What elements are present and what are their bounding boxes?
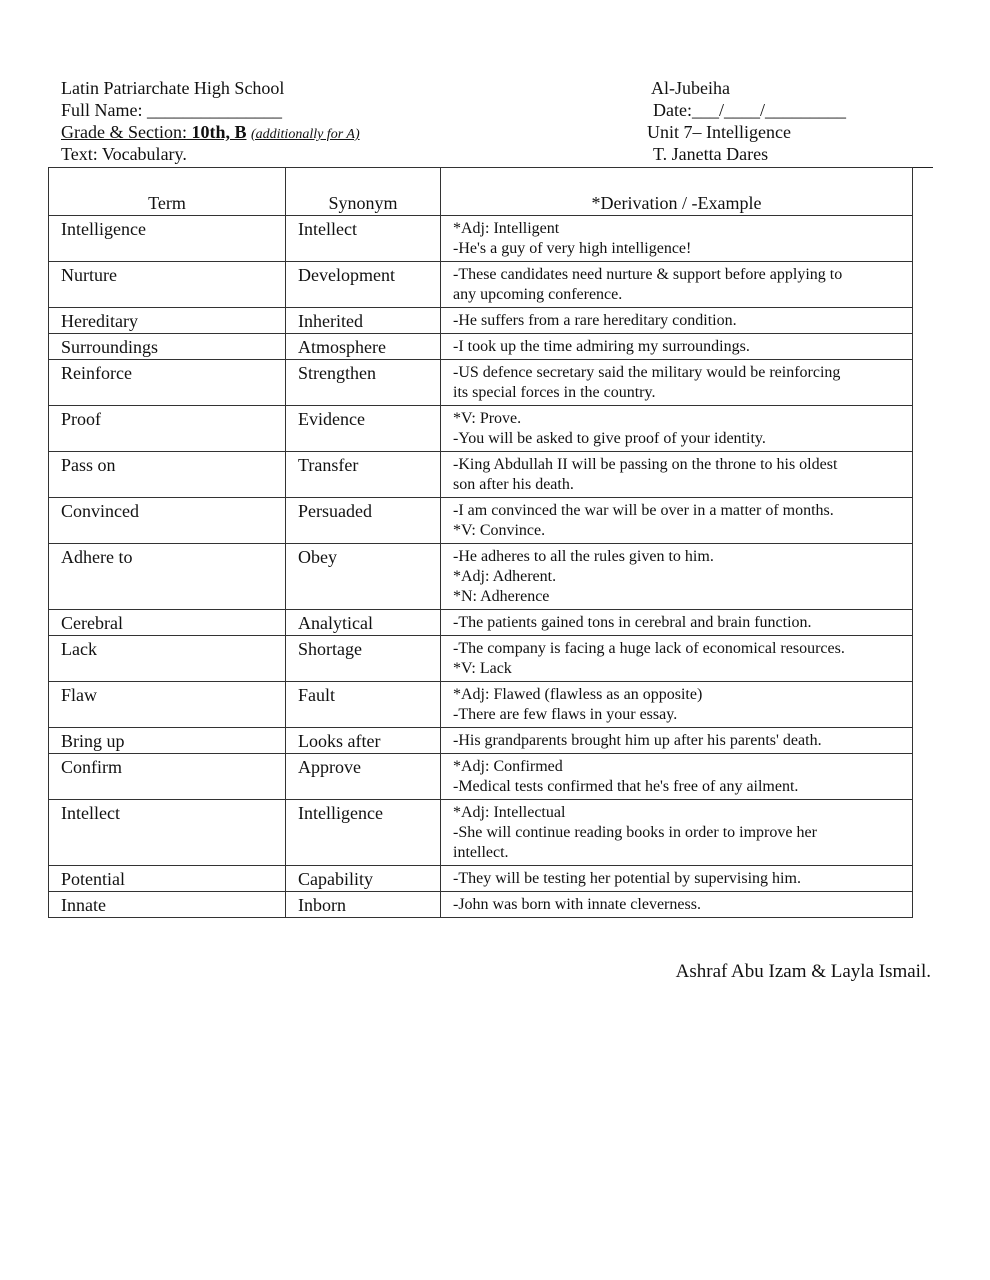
example-line: -You will be asked to give proof of your identity. <box>453 430 766 447</box>
example-line: -He suffers from a rare hereditary condition. <box>453 312 737 329</box>
teacher-name: T. Janetta Dares <box>653 144 769 164</box>
header-row-1 <box>61 77 933 99</box>
table-row <box>49 866 913 892</box>
synonym-cell: Shortage <box>286 636 441 682</box>
term-cell: Potential <box>49 866 286 892</box>
example-line: *N: Adherence <box>453 588 550 605</box>
column-header-synonym: Synonym <box>286 168 441 216</box>
derivation-example-cell <box>441 308 913 334</box>
table-row <box>49 360 913 406</box>
derivation-example-cell <box>441 216 913 262</box>
table-row <box>49 636 913 682</box>
example-line: -They will be testing her potential by supervising him. <box>453 870 801 887</box>
synonym-cell: Inherited <box>286 308 441 334</box>
example-line: *Adj: Intelligent <box>453 220 560 237</box>
derivation-example-cell <box>441 800 913 866</box>
location: Al-Jubeiha <box>651 78 730 98</box>
synonym-cell: Evidence <box>286 406 441 452</box>
derivation-example-cell <box>441 334 913 360</box>
term-cell: Flaw <box>49 682 286 728</box>
derivation-example-cell <box>441 544 913 610</box>
derivation-example-cell <box>441 452 913 498</box>
table-row <box>49 800 913 866</box>
unit-title: Unit 7– Intelligence <box>647 122 791 142</box>
date-blank: ___/____/_________ <box>691 100 846 120</box>
full-name-field <box>61 99 282 121</box>
derivation-example-cell <box>441 406 913 452</box>
derivation-example-cell <box>441 498 913 544</box>
example-line: -The patients gained tons in cerebral and brain function. <box>453 614 812 631</box>
example-line: -He's a guy of very high intelligence! <box>453 240 692 257</box>
derivation-example-cell <box>441 892 913 918</box>
synonym-cell: Approve <box>286 754 441 800</box>
example-line: *V: Lack <box>453 660 512 677</box>
synonym-cell: Development <box>286 262 441 308</box>
example-line: its special forces in the country. <box>453 384 656 401</box>
header-row-3 <box>61 121 933 143</box>
table-body <box>49 216 913 918</box>
example-line: -King Abdullah II will be passing on the throne to his oldest <box>453 456 838 473</box>
example-line: -These candidates need nurture & support before applying to <box>453 266 843 283</box>
column-header-term: Term <box>49 168 286 216</box>
example-line: *Adj: Flawed (flawless as an opposite) <box>453 686 703 703</box>
example-line: -Medical tests confirmed that he's free of any ailment. <box>453 778 799 795</box>
full-name-blank: _______________ <box>147 100 282 120</box>
document-header <box>61 77 933 168</box>
example-line: son after his death. <box>453 476 574 493</box>
synonym-cell: Inborn <box>286 892 441 918</box>
derivation-example-cell <box>441 754 913 800</box>
term-cell: Confirm <box>49 754 286 800</box>
table-row <box>49 452 913 498</box>
term-cell: Innate <box>49 892 286 918</box>
example-line: *Adj: Confirmed <box>453 758 563 775</box>
table-row <box>49 498 913 544</box>
table-row <box>49 728 913 754</box>
derivation-example-cell <box>441 360 913 406</box>
derivation-example-cell <box>441 636 913 682</box>
term-cell: Bring up <box>49 728 286 754</box>
synonym-cell: Capability <box>286 866 441 892</box>
header-row-2 <box>61 99 933 121</box>
derivation-example-cell <box>441 866 913 892</box>
synonym-cell: Analytical <box>286 610 441 636</box>
grade-value: 10th, B <box>186 122 247 142</box>
table-row <box>49 892 913 918</box>
example-line: -John was born with innate cleverness. <box>453 896 701 913</box>
table-row <box>49 262 913 308</box>
term-cell: Adhere to <box>49 544 286 610</box>
grade-label: Grade & Section: <box>61 122 187 142</box>
term-cell: Cerebral <box>49 610 286 636</box>
example-line: -His grandparents brought him up after his parents' death. <box>453 732 822 749</box>
synonym-cell: Atmosphere <box>286 334 441 360</box>
example-line: *Adj: Adherent. <box>453 568 557 585</box>
derivation-example-cell <box>441 728 913 754</box>
grade-note: (additionally for A) <box>250 127 360 142</box>
term-cell: Hereditary <box>49 308 286 334</box>
example-line: -There are few flaws in your essay. <box>453 706 678 723</box>
derivation-example-cell <box>441 682 913 728</box>
term-cell: Reinforce <box>49 360 286 406</box>
term-cell: Pass on <box>49 452 286 498</box>
table-row <box>49 682 913 728</box>
table-row <box>49 406 913 452</box>
table-row <box>49 610 913 636</box>
column-header-derivation-example: *Derivation / -Example <box>441 168 913 216</box>
synonym-cell: Looks after <box>286 728 441 754</box>
example-line: -I took up the time admiring my surroundings. <box>453 338 750 355</box>
synonym-cell: Persuaded <box>286 498 441 544</box>
example-line: *Adj: Intellectual <box>453 804 566 821</box>
full-name-label: Full Name: <box>61 100 147 120</box>
term-cell: Convinced <box>49 498 286 544</box>
example-line: -The company is facing a huge lack of economical resources. <box>453 640 845 657</box>
synonym-cell: Intellect <box>286 216 441 262</box>
example-line: -She will continue reading books in order to improve her <box>453 824 817 841</box>
example-line: -US defence secretary said the military would be reinforcing <box>453 364 841 381</box>
table-header-row <box>49 168 913 216</box>
example-line: any upcoming conference. <box>453 286 623 303</box>
term-cell: Intelligence <box>49 216 286 262</box>
example-line: -I am convinced the war will be over in a matter of months. <box>453 502 834 519</box>
table-row <box>49 216 913 262</box>
synonym-cell: Fault <box>286 682 441 728</box>
text-label: Text: Vocabulary. <box>61 144 187 164</box>
synonym-cell: Intelligence <box>286 800 441 866</box>
example-line: -He adheres to all the rules given to him. <box>453 548 714 565</box>
example-line: *V: Convince. <box>453 522 546 539</box>
school-name: Latin Patriarchate High School <box>61 78 285 98</box>
term-cell: Nurture <box>49 262 286 308</box>
term-cell: Proof <box>49 406 286 452</box>
synonym-cell: Strengthen <box>286 360 441 406</box>
table-row <box>49 754 913 800</box>
synonym-cell: Transfer <box>286 452 441 498</box>
authors-credit: Ashraf Abu Izam & Layla Ismail. <box>675 961 931 982</box>
table-row <box>49 308 913 334</box>
derivation-example-cell <box>441 610 913 636</box>
table-row <box>49 544 913 610</box>
synonym-cell: Obey <box>286 544 441 610</box>
table-row <box>49 334 913 360</box>
example-line: *V: Prove. <box>453 410 522 427</box>
vocabulary-table <box>48 167 913 918</box>
derivation-example-cell <box>441 262 913 308</box>
date-field <box>653 99 846 121</box>
term-cell: Surroundings <box>49 334 286 360</box>
term-cell: Lack <box>49 636 286 682</box>
date-label: Date: <box>653 100 692 120</box>
example-line: intellect. <box>453 844 509 861</box>
term-cell: Intellect <box>49 800 286 866</box>
header-row-4 <box>61 143 933 165</box>
